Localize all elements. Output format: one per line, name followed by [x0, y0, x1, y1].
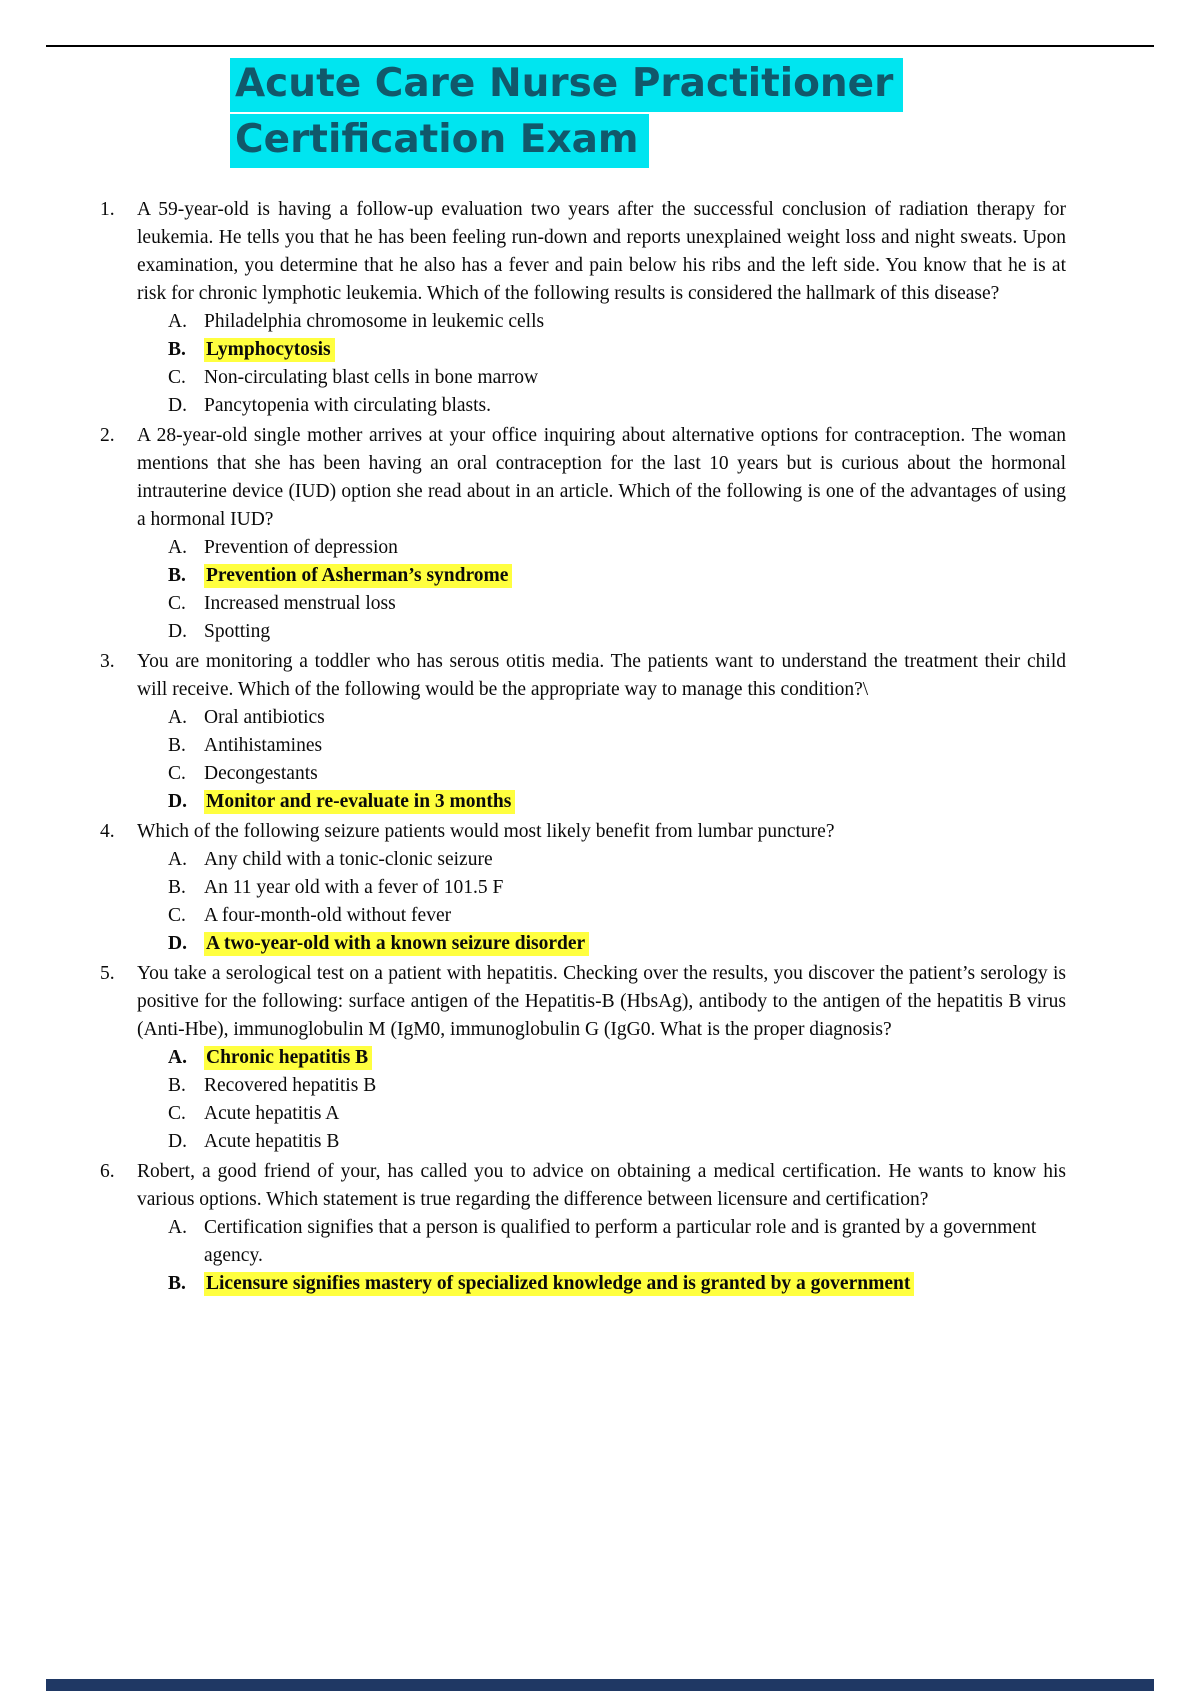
option-letter: D.: [168, 621, 187, 642]
option-text: Oral antibiotics: [204, 707, 325, 728]
question-text: A 59-year-old is having a follow-up evaluation two years after the successful conclusion of radiation therapy for leukemia. He tells you that he has been feeling run-down and reports unexplained weight loss and night sweats. Upon examination, you determine that he also has a fever and pain below his ribs and the left side. You know that he is at risk for chronic lymphotic leukemia. Which of the following results is considered the hallmark of this disease?: [137, 199, 1066, 304]
question-body: [137, 818, 1066, 958]
page-title-text-1: Acute Care Nurse Practitioner: [230, 58, 903, 112]
bottom-bar: [46, 1679, 1154, 1691]
option-row: [168, 704, 1066, 732]
option-text-wrap: [204, 1214, 1066, 1270]
question-number: 2.: [100, 425, 115, 446]
option-letter: C.: [168, 763, 186, 784]
option-text: Licensure signifies mastery of specialized knowledge and is granted by a government: [204, 1272, 914, 1296]
page-title: [230, 58, 903, 170]
question-item: [100, 1158, 1066, 1298]
option-letter: A.: [168, 707, 187, 728]
question-item: [100, 422, 1066, 646]
question-text: A 28-year-old single mother arrives at your office inquiring about alternative options for contraception. The woman mentions that she has been having an oral contraception for the last 10 years but is curious about the hormonal intrauterine device (IUD) option she read about in an article. Which of the following is one of the advantages of using a hormonal IUD?: [137, 425, 1066, 530]
option-text: A two-year-old with a known seizure disorder: [204, 932, 589, 956]
option-letter: D.: [168, 395, 187, 416]
option-letter: B.: [168, 877, 186, 898]
option-letter: C.: [168, 367, 186, 388]
option-letter: D.: [168, 791, 187, 812]
option-text-wrap: [204, 902, 1066, 930]
options-list: [137, 704, 1066, 816]
option-row: [168, 392, 1066, 420]
options-list: [137, 308, 1066, 420]
option-text: Increased menstrual loss: [204, 593, 396, 614]
option-letter: C.: [168, 593, 186, 614]
option-row: [168, 1214, 1066, 1270]
question-body: [137, 648, 1066, 816]
questions-list: [100, 196, 1066, 1300]
option-row: [168, 930, 1066, 958]
option-text: A four-month-old without fever: [204, 905, 452, 926]
question-item: [100, 818, 1066, 958]
option-row: [168, 562, 1066, 590]
option-text-wrap: [204, 618, 1066, 646]
option-row: [168, 902, 1066, 930]
question-body: [137, 422, 1066, 646]
question-body: [137, 196, 1066, 420]
question-number: 5.: [100, 963, 115, 984]
option-row: [168, 534, 1066, 562]
question-number: 4.: [100, 821, 115, 842]
option-text: Prevention of Asherman’s syndrome: [204, 564, 512, 588]
question-item: [100, 648, 1066, 816]
option-letter: A.: [168, 1047, 187, 1068]
option-text: Monitor and re-evaluate in 3 months: [204, 790, 515, 814]
option-row: [168, 846, 1066, 874]
option-row: [168, 336, 1066, 364]
option-row: [168, 760, 1066, 788]
option-letter: B.: [168, 339, 186, 360]
question-number: 6.: [100, 1161, 115, 1182]
option-text: Decongestants: [204, 763, 318, 784]
option-text: Chronic hepatitis B: [204, 1046, 372, 1070]
option-row: [168, 364, 1066, 392]
option-text: Prevention of depression: [204, 537, 398, 558]
question-item: [100, 196, 1066, 420]
option-row: [168, 1128, 1066, 1156]
option-text-wrap: [204, 1270, 1066, 1298]
option-text: Certification signifies that a person is qualified to perform a particular role and is granted by a government agency.: [204, 1217, 1037, 1266]
option-letter: B.: [168, 1075, 186, 1096]
option-text-wrap: [204, 590, 1066, 618]
page-title-line-1: [230, 58, 903, 112]
question-text: You are monitoring a toddler who has serous otitis media. The patients want to understand the treatment their child will receive. Which of the following would be the appropriate way to manage this condition?\: [137, 651, 1066, 700]
question-number: 1.: [100, 199, 115, 220]
option-row: [168, 788, 1066, 816]
option-row: [168, 590, 1066, 618]
option-row: [168, 1100, 1066, 1128]
option-letter: C.: [168, 1103, 186, 1124]
option-text-wrap: [204, 788, 1066, 816]
option-letter: D.: [168, 1131, 187, 1152]
options-list: [137, 846, 1066, 958]
option-text-wrap: [204, 392, 1066, 420]
option-text-wrap: [204, 1044, 1066, 1072]
option-text-wrap: [204, 930, 1066, 958]
option-text: Non-circulating blast cells in bone marrow: [204, 367, 539, 388]
option-text: Acute hepatitis A: [204, 1103, 340, 1124]
option-text: Spotting: [204, 621, 271, 642]
option-row: [168, 1270, 1066, 1298]
top-rule: [46, 45, 1154, 47]
question-body: [137, 960, 1066, 1156]
option-text-wrap: [204, 336, 1066, 364]
option-row: [168, 618, 1066, 646]
options-list: [137, 1214, 1066, 1298]
question-text: Which of the following seizure patients would most likely benefit from lumbar puncture?: [137, 821, 835, 842]
option-text: Pancytopenia with circulating blasts.: [204, 395, 492, 416]
question-text: You take a serological test on a patient with hepatitis. Checking over the results, you discover the patient’s serology is positive for the following: surface antigen of the Hepatitis-B (HbsAg), antibody to the antigen of the hepatitis B virus (Anti-Hbe), immunoglobulin M (IgM0, immunoglobulin G (IgG0. What is the proper diagnosis?: [137, 963, 1066, 1040]
option-text-wrap: [204, 760, 1066, 788]
option-row: [168, 1044, 1066, 1072]
option-text: An 11 year old with a fever of 101.5 F: [204, 877, 504, 898]
option-row: [168, 1072, 1066, 1100]
option-text: Antihistamines: [204, 735, 323, 756]
option-text-wrap: [204, 562, 1066, 590]
option-letter: C.: [168, 905, 186, 926]
question-text: Robert, a good friend of your, has called you to advice on obtaining a medical certification. He wants to know his various options. Which statement is true regarding the difference between licensure and certification?: [137, 1161, 1066, 1210]
option-letter: A.: [168, 311, 187, 332]
option-text-wrap: [204, 534, 1066, 562]
option-letter: B.: [168, 565, 186, 586]
option-text: Philadelphia chromosome in leukemic cells: [204, 311, 545, 332]
question-body: [137, 1158, 1066, 1298]
options-list: [137, 534, 1066, 646]
option-text-wrap: [204, 846, 1066, 874]
option-text-wrap: [204, 308, 1066, 336]
option-text: Acute hepatitis B: [204, 1131, 340, 1152]
option-row: [168, 732, 1066, 760]
option-row: [168, 308, 1066, 336]
page-title-line-2: [230, 114, 903, 168]
option-text-wrap: [204, 1128, 1066, 1156]
option-letter: B.: [168, 1273, 186, 1294]
option-letter: A.: [168, 849, 187, 870]
question-number: 3.: [100, 651, 115, 672]
option-text-wrap: [204, 364, 1066, 392]
question-item: [100, 960, 1066, 1156]
option-text-wrap: [204, 704, 1066, 732]
option-row: [168, 874, 1066, 902]
options-list: [137, 1044, 1066, 1156]
option-text-wrap: [204, 732, 1066, 760]
option-text-wrap: [204, 874, 1066, 902]
option-text: Recovered hepatitis B: [204, 1075, 377, 1096]
option-text: Lymphocytosis: [204, 338, 335, 362]
option-text: Any child with a tonic-clonic seizure: [204, 849, 493, 870]
option-letter: A.: [168, 1217, 187, 1238]
option-text-wrap: [204, 1072, 1066, 1100]
page-title-text-2: Certification Exam: [230, 114, 649, 168]
option-letter: A.: [168, 537, 187, 558]
option-letter: D.: [168, 933, 187, 954]
option-text-wrap: [204, 1100, 1066, 1128]
option-letter: B.: [168, 735, 186, 756]
